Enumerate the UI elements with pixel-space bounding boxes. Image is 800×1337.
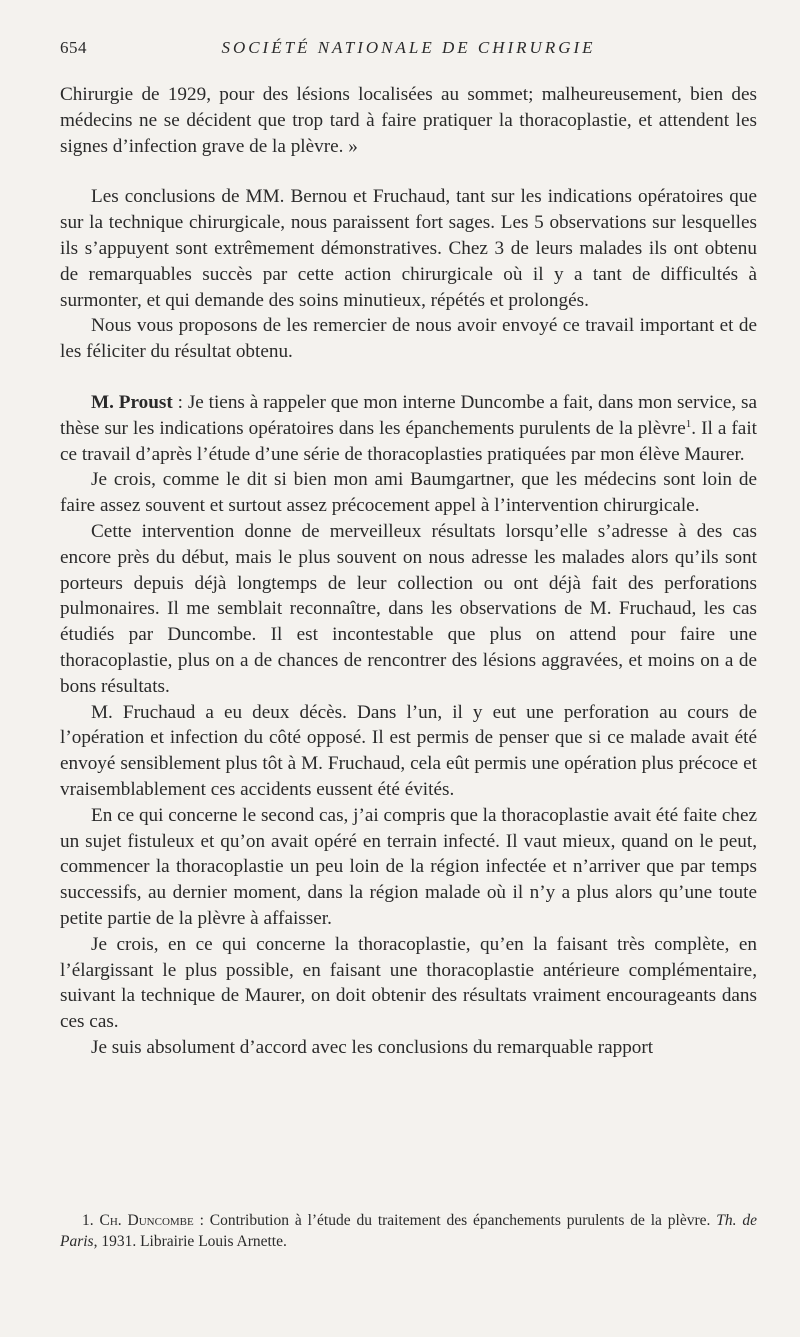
journal-title: SOCIÉTÉ NATIONALE DE CHIRURGIE	[221, 38, 596, 57]
running-header	[60, 38, 757, 62]
paragraph-5: Je crois, comme le dit si bien mon ami Baumgartner, que les médecins sont loin de faire assez souvent et surtout assez précocement appel à l’intervention chirurgicale.	[60, 469, 757, 517]
footnote-text-2: , 1931. Librairie Louis Arnette.	[93, 1233, 287, 1250]
speaker-name: M. Proust	[91, 391, 173, 413]
paragraph-9: Je crois, en ce qui concerne la thoracoplastie, qu’en la faisant très complète, en l’élargissant le plus possible, en faisant une thoracoplastie antérieure complémentaire, suivant la technique de Maurer, on doit obtenir des résultats vraiment encourageants dans ces cas.	[60, 933, 757, 1033]
page-number: 654	[60, 38, 87, 57]
footnote-ref: 1	[685, 417, 692, 430]
paragraph-6: Cette intervention donne de merveilleux résultats lorsqu’elle s’adresse à des cas encore près du début, mais le plus souvent on nous adresse les malades alors qu’ils sont porteurs depuis déjà longtemps de leur collection ou ont déjà fait des perforations pulmonaires. Il me semblait reconnaître, dans les observations de M. Fruchaud, les cas étudiés par Duncombe. Il est incontestable que plus on attend pour faire une thoracoplastie, plus on a de chances de rencontrer des lésions aggravées, et moins on a de bons résultats.	[60, 520, 757, 697]
footnote-author: Ch. Duncombe	[99, 1212, 194, 1229]
paragraph-4-text-a: : Je tiens à rappeler que mon interne Duncombe a fait, dans mon service, sa thèse sur les indications opératoires dans les épanchements purulents de la plèvre	[60, 391, 758, 439]
paragraph-3: Nous vous proposons de les remercier de nous avoir envoyé ce travail important et de les féliciter du résultat obtenu.	[60, 315, 757, 363]
paragraph-7: M. Fruchaud a eu deux décès. Dans l’un, il y eut une perforation au cours de l’opération et infection du côté opposé. Il est permis de penser que si ce malade avait été envoyé sensiblement plus tôt à M. Fruchaud, cela eût permis une opération plus précoce et vraisemblablement ces accidents eussent été évités.	[60, 701, 757, 800]
paragraph-10: Je suis absolument d’accord avec les conclusions du remarquable rapport	[91, 1036, 654, 1058]
footnote	[60, 1210, 757, 1252]
paragraph-1: Chirurgie de 1929, pour des lésions localisées au sommet; malheureusement, bien des médecins ne se décident que trop tard à faire pratiquer la thoracoplastie, et attendent les signes d’infection grave de la plèvre. »	[60, 84, 757, 157]
body-text	[60, 82, 757, 1061]
paragraph-2: Les conclusions de MM. Bernou et Fruchaud, tant sur les indications opératoires que sur la technique chirurgicale, nous paraissent fort sages. Les 5 observations sur lesquelles ils s’appuyent sont extrêmement démonstratives. Chez 3 de leurs malades ils ont obtenu de remarquables succès par cette action chirurgicale où il y a tant de difficultés à surmonter, et qui demande des soins minutieux, répétés et prolongés.	[60, 186, 757, 311]
paragraph-8: En ce qui concerne le second cas, j’ai compris que la thoracoplastie avait été faite chez un sujet fistuleux et qu’on avait opéré en terrain infecté. Il vaut mieux, quand on le peut, commencer la thoracoplastie un peu loin de la région infectée et n’arriver que par temps successifs, au dernier moment, dans la région malade où il n’y a plus alors qu’une toute petite partie de la plèvre à affaisser.	[60, 804, 757, 929]
footnote-marker: 1.	[82, 1212, 94, 1229]
paragraph-4	[60, 390, 757, 467]
footnote-text-1: : Contribution à l’étude du traitement des épanchements purulents de la plèvre.	[193, 1212, 717, 1229]
footnote-thesis: Th. de Paris	[60, 1212, 758, 1250]
paragraph-4-text-b: . Il a fait ce travail d’après l’étude d’une série de thoracoplasties pratiquées par mon élève Maurer.	[60, 417, 757, 465]
